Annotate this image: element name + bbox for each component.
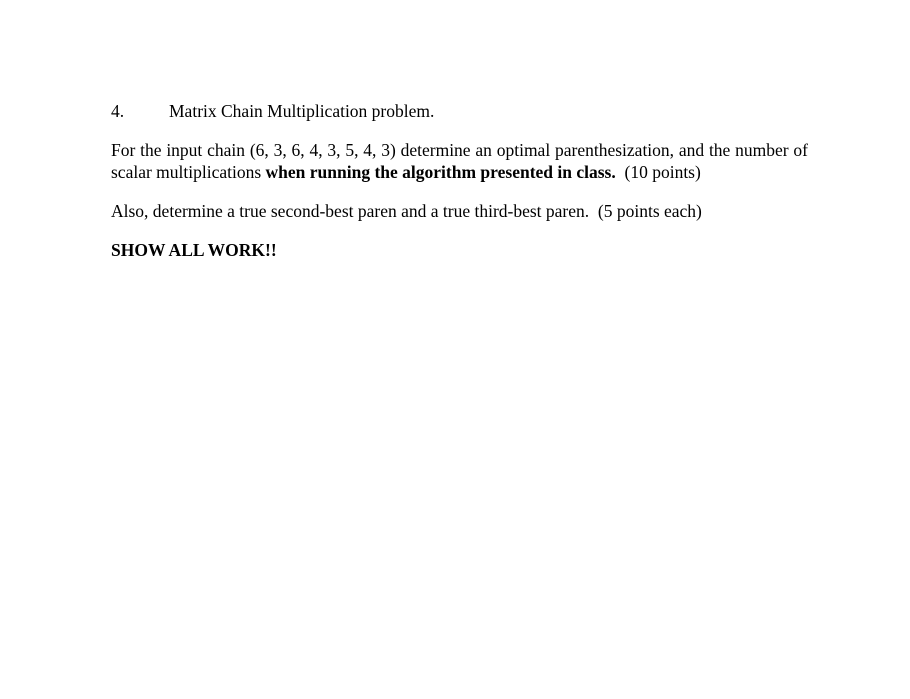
question-block bbox=[111, 100, 808, 278]
instructions-emphasis: when running the algorithm presented in class. bbox=[265, 162, 616, 182]
secondary-task-paragraph: Also, determine a true second-best paren and a true third-best paren. (5 points each) bbox=[111, 201, 702, 221]
question-title: Matrix Chain Multiplication problem. bbox=[169, 101, 435, 121]
question-heading bbox=[111, 100, 808, 122]
instructions-points: (10 points) bbox=[615, 162, 701, 182]
instructions-text: For the input chain (6, 3, 6, 4, 3, 5, 4, 3) determine an optimal parenthesization, and the number of scalar multiplications bbox=[111, 140, 808, 182]
show-work-directive: SHOW ALL WORK!! bbox=[111, 240, 277, 260]
question-number: 4. bbox=[111, 101, 125, 121]
instructions-paragraph bbox=[111, 139, 808, 183]
